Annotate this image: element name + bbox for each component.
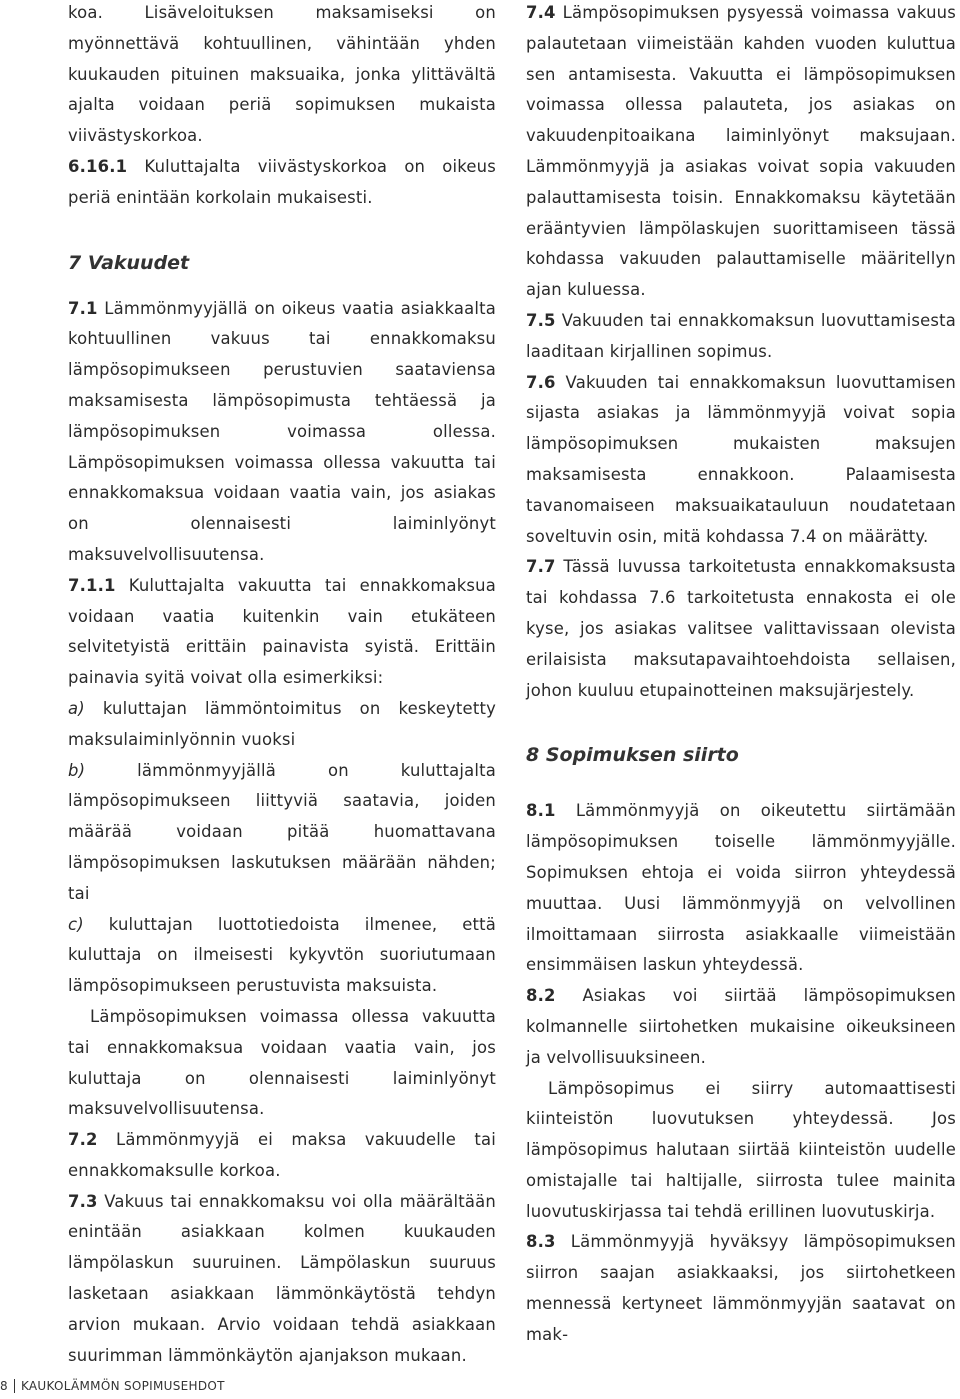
clause-number: 6.16.1 <box>68 156 128 176</box>
paragraph-indented: Lämpösopimus ei siirry automaattisesti kiinteistön luovutuksen yhteydessä. Jos lämpösopimus halutaan siirtää kiinteistön uudelle omistajalle tai haltijalle, siirrosta tulee mainita luovutuskirjassa tai tehdä erillinen luovutuskirja. <box>526 1078 956 1221</box>
clause-text: Lämmönmyyjällä on oikeus vaatia asiakkaalta kohtuullinen vakuus tai ennakkomaksu lämpösopimukseen perustuvien saataviensa maksamisesta lämpösopimusta tehtäessä ja lämpösopimuksen voimassa ollessa. Lämpösopimuksen voimassa ollessa vakuutta tai ennakkomaksua voidaan vaatia vain, jos asiakas on olennaisesti laiminlyönyt maksuvelvollisuutensa. <box>68 298 496 564</box>
clause-number: 7.7 <box>526 557 556 577</box>
list-item-c <box>68 910 496 1002</box>
list-label: c) <box>68 914 84 934</box>
clause-text: Kuluttajalta viivästyskorkoa on oikeus periä enintään korkolain mukaisesti. <box>68 156 496 207</box>
clause-number: 7.1.1 <box>68 575 116 595</box>
list-text: kuluttajan lämmöntoimitus on keskeytetty maksulaiminlyönnin vuoksi <box>68 698 496 749</box>
list-item-b <box>68 756 496 910</box>
clause-text: Vakuuden tai ennakkomaksun luovuttamisen sijasta asiakas ja lämmönmyyjä voivat sopia lämpösopimuksen mukaisten maksujen maksamisesta ennakkoon. Palaamisesta tavanomaiseen maksuaikatauluun noudatetaan soveltuvin osin, mitä kohdassa 7.4 on määrätty. <box>526 372 956 546</box>
page-footer <box>0 1379 225 1394</box>
clause-6-16-1 <box>68 152 496 214</box>
left-column <box>68 0 496 1371</box>
list-text: lämmönmyyjällä on kuluttajalta lämpösopimukseen liittyviä saatavia, joiden määrää voidaan pitää huomattavana lämpösopimuksen laskutuksen määrään nähden; tai <box>68 760 496 903</box>
clause-7-7 <box>526 552 956 706</box>
clause-text: Lämmönmyyjä ei maksa vakuudelle tai ennakkomaksulle korkoa. <box>68 1130 496 1180</box>
running-title: KAUKOLÄMMÖN SOPIMUSEHDOT <box>20 1378 225 1393</box>
list-item-a <box>68 694 496 756</box>
list-text: kuluttajan luottotiedoista ilmenee, että kuluttaja on ilmeisesti kykyvtön suoriutumaan lämpösopimukseen perustuvista maksuista. <box>68 914 496 996</box>
section-heading-7: 7 Vakuudet <box>68 251 190 274</box>
clause-number: 7.2 <box>68 1130 98 1150</box>
clause-text: Lämmönmyyjä hyväksyy lämpösopimuksen siirron saajan asiakkaaksi, jos siirtohetkeen mennessä kertyneet lämmönmyyjän saatavat on mak- <box>526 1232 956 1344</box>
clause-number: 7.5 <box>526 310 556 330</box>
clause-number: 7.6 <box>526 372 556 392</box>
clause-text: Kuluttajalta vakuutta tai ennakkomaksua voidaan vaatia kuitenkin vain etukäteen selvitetyistä erittäin painavista syistä. Erittäin painavia syitä voivat olla esimerkiksi: <box>68 575 496 688</box>
clause-8-1 <box>526 796 956 981</box>
list-label: b) <box>68 760 86 780</box>
clause-number: 7.4 <box>526 3 556 22</box>
section-heading-8: 8 Sopimuksen siirto <box>526 744 739 767</box>
footer-divider <box>14 1379 15 1393</box>
clause-number: 8.3 <box>526 1232 556 1252</box>
clause-number: 7.1 <box>68 298 98 318</box>
clause-text: Vakuuden tai ennakkomaksun luovuttamisesta laaditaan kirjallinen sopimus. <box>526 310 956 361</box>
clause-8-3 <box>526 1227 956 1350</box>
clause-number: 8.1 <box>526 801 556 821</box>
clause-7-1 <box>68 294 496 571</box>
clause-text: Asiakas voi siirtää lämpösopimuksen kolmannelle siirtohetken mukaisine oikeuksineen ja velvollisuuksineen. <box>526 986 956 1067</box>
clause-text: Vakuus tai ennakkomaksu voi olla määrältään enintään asiakkaan kolmen kuukauden lämpölaskun suuruinen. Lämpölaskun suuruus lasketaan asiakkaan lämmönkäytöstä tehdyn arvion mukaan. Arvio voidaan tehdä asiakkaan suurimman lämmönkäytön ajanjakson mukaan. <box>68 1191 496 1365</box>
paragraph-text: koa. Lisäveloituksen maksamiseksi on myönnettävä kohtuullinen, vähintään yhden kuukauden pituinen maksuaika, jonka ylittävältä ajalta voidaan periä sopimuksen mukaista viivästyskorkoa. <box>68 3 496 146</box>
page-number: 8 <box>0 1378 8 1393</box>
clause-7-2 <box>68 1125 496 1187</box>
clause-8-2 <box>526 981 956 1073</box>
clause-text: Lämpösopimuksen pysyessä voimassa vakuus palautetaan viimeistään kahden vuoden kuluttua sen antamisesta. Vakuutta ei lämpösopimuksen voimassa ollessa palauteta, jos asiakas on vakuudenpitoaikana laiminlyönyt maksujaan. Lämmönmyyjä ja asiakas voivat sopia vakuuden palauttamisesta toisin. Ennakkomaksu käytetään erääntyvien lämpölaskujen suorittamiseen tässä kohdassa vakuuden palauttamiselle määritellyn ajan kuluessa. <box>526 3 956 300</box>
clause-text: Tässä luvussa tarkoitetusta ennakkomaksusta tai kohdassa 7.6 tarkoitetusta ennakosta ei ole kyse, jos asiakas valitsee valittavissaan olevista erilaisista maksutapavaihtoehdoista sellaisen, johon kuuluu etupainotteinen maksujärjestely. <box>526 557 956 700</box>
clause-text: Lämmönmyyjä on oikeutettu siirtämään lämpösopimuksen toiselle lämmönmyyjälle. Sopimuksen ehtoja ei voida siirron yhteydessä muuttaa. Uusi lämmönmyyjä on velvollinen ilmoittamaan siirrosta asiakkaalle viimeistään ensimmäisen laskun yhteydessä. <box>526 801 956 975</box>
clause-7-4 <box>526 0 956 306</box>
right-column <box>526 0 956 1351</box>
clause-7-5 <box>526 306 956 368</box>
clause-7-3 <box>68 1187 496 1372</box>
clause-7-6 <box>526 368 956 553</box>
paragraph-6-16-cont <box>68 0 496 152</box>
clause-number: 8.2 <box>526 986 556 1006</box>
list-label: a) <box>68 698 85 718</box>
clause-7-1-1 <box>68 571 496 694</box>
clause-number: 7.3 <box>68 1191 98 1211</box>
paragraph-indented: Lämpösopimuksen voimassa ollessa vakuutta tai ennakkomaksua voidaan vaatia vain, jos kuluttaja on olennaisesti laiminlyönyt maksuvelvollisuutensa. <box>68 1006 496 1119</box>
